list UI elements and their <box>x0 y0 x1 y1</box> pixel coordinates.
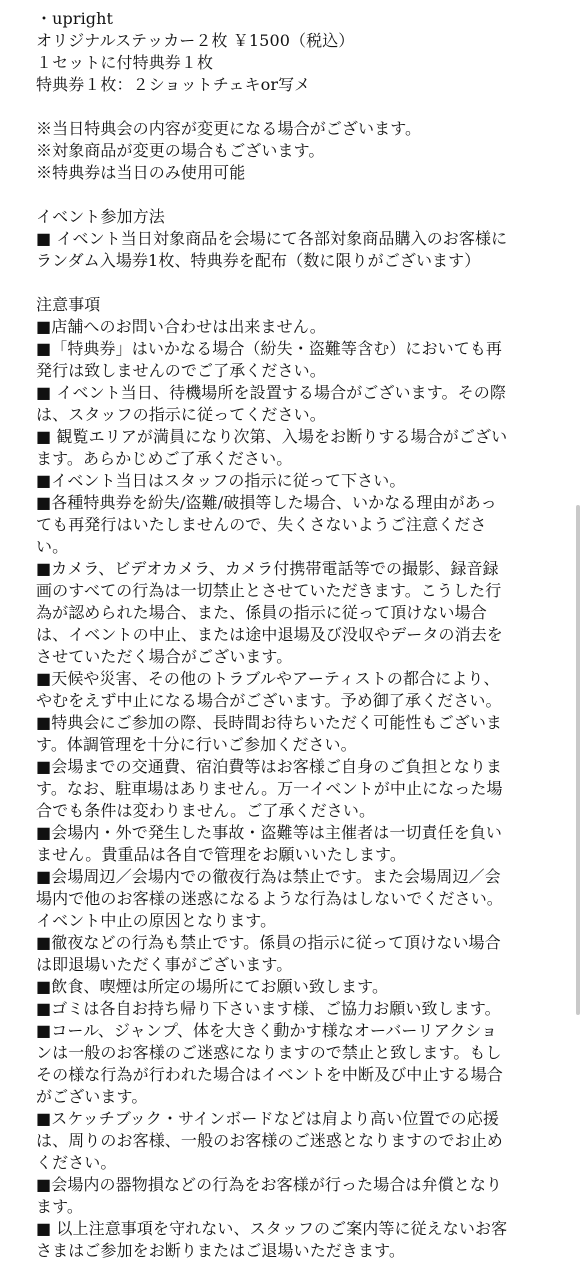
text-line: ■ゴミは各自お持ち帰り下さいます様、ご協力お願い致します。 <box>36 999 501 1018</box>
text-line: ■コール、ジャンプ、体を大きく動かす様なオーバーリアクショ <box>36 1021 498 1040</box>
text-line: ■会場までの交通費、宿泊費等はお客様ご自身のご負担となりま <box>36 757 503 776</box>
text-line: ■ イベント当日、待機場所を設置する場合がございます。その際 <box>36 383 506 402</box>
text-line: ※対象商品が変更の場合もございます。 <box>36 141 325 160</box>
text-line: ません。貴重品は各自で管理をお願いいたします。 <box>36 845 406 864</box>
notice-document <box>36 8 554 1262</box>
text-line: は即退場いただく事がございます。 <box>36 955 293 974</box>
text-line: ■飲食、喫煙は所定の場所にてお願い致します。 <box>36 977 389 996</box>
text-line: 為が認められた場合、また、係員の指示に従って頂けない場合 <box>36 603 487 622</box>
text-line: ■「特典券」はいかなる場合（紛失・盗難等含む）においても再 <box>36 339 503 358</box>
text-line: さまはご参加をお断りまたはご退場いただきます。 <box>36 1241 406 1260</box>
text-line: ■徹夜などの行為も禁止です。係員の指示に従って頂けない場合 <box>36 933 501 952</box>
text-line: す。なお、駐車場はありません。万一イベントが中止になった場 <box>36 779 503 798</box>
text-line: ■特典会にご参加の際、長時間お待ちいただく可能性もございま <box>36 713 503 732</box>
text-line: ■イベント当日はスタッフの指示に従って下さい。 <box>36 471 406 490</box>
text-line: ■会場周辺／会場内での徹夜行為は禁止です。また会場周辺／会 <box>36 867 501 886</box>
blank-line <box>36 272 554 294</box>
text-line: ■各種特典券を紛失/盗難/破損等した場合、いかなる理由があっ <box>36 493 497 512</box>
text-line: ■天候や災害、その他のトラブルやアーティストの都合により、 <box>36 669 500 688</box>
text-line: ます。あらかじめご了承ください。 <box>36 449 293 468</box>
text-line: ■会場内の器物損などの行為をお客様が行った場合は弁償となり <box>36 1175 503 1194</box>
text-line: 合でも条件は変わりません。ご了承ください。 <box>36 801 376 820</box>
text-line: 発行は致しませんのでご了承ください。 <box>36 361 326 380</box>
text-line: い。 <box>36 537 69 556</box>
text-line: ※特典券は当日のみ使用可能 <box>36 163 246 182</box>
text-line: 場内で他のお客様の迷惑になるような行為はしないでください。 <box>36 889 503 908</box>
text-line: 特典券１枚：２ショットチェキor写メ <box>36 75 311 94</box>
text-line: その様な行為が行われた場合はイベントを中断及び中止する場合 <box>36 1065 503 1084</box>
text-line: ■ 観覧エリアが満員になり次第、入場をお断りする場合がござい <box>36 427 508 446</box>
text-line: やむをえず中止になる場合がございます。予め御了承ください。 <box>36 691 502 710</box>
blank-line <box>36 96 554 118</box>
text-line: がございます。 <box>36 1087 148 1106</box>
text-line: ※当日特典会の内容が変更になる場合がございます。 <box>36 119 422 138</box>
text-line: オリジナルステッカー２枚 ￥1500（税込） <box>36 31 355 50</box>
text-line: は、周りのお客様、一般のお客様のご迷惑となりますのでお止め <box>36 1131 503 1150</box>
text-line: ます。 <box>36 1197 84 1216</box>
text-line: ■カメラ、ビデオカメラ、カメラ付携帯電話等での撮影、録音録 <box>36 559 499 578</box>
text-line: ・upright <box>36 9 114 28</box>
text-line: 画のすべての行為は一切禁止とさせていただきます。こうした行 <box>36 581 502 600</box>
text-line: １セットに付特典券１枚 <box>36 53 214 72</box>
text-line: ■スケッチブック・サインボードなどは肩より高い位置での応援 <box>36 1109 499 1128</box>
text-line: は、イベントの中止、または途中退場及び没収やデータの消去を <box>36 625 503 644</box>
text-line: イベント参加方法 <box>36 207 165 226</box>
blank-line <box>36 184 554 206</box>
text-line: ランダム入場券1枚、特典券を配布（数に限りがございます） <box>36 251 481 270</box>
text-line: ■会場内・外で発生した事故・盗難等は主催者は一切責任を負い <box>36 823 503 842</box>
text-line: ■ 以上注意事項を守れない、スタッフのご案内等に従えないお客 <box>36 1219 508 1238</box>
text-line: ください。 <box>36 1153 117 1172</box>
text-line: させていただく場合がございます。 <box>36 647 293 666</box>
scrollbar[interactable] <box>576 505 580 1015</box>
text-line: は、スタッフの指示に従ってください。 <box>36 405 326 424</box>
text-line: イベント中止の原因となります。 <box>36 911 277 930</box>
text-line: ■ イベント当日対象商品を会場にて各部対象商品購入のお客様に <box>36 229 508 248</box>
text-line: ■店舗へのお問い合わせは出来ません。 <box>36 317 326 336</box>
text-line: す。体調管理を十分に行いご参加ください。 <box>36 735 357 754</box>
text-line: 注意事項 <box>36 295 101 314</box>
text-line: ンは一般のお客様のご迷惑になりますので禁止と致します。もし <box>36 1043 502 1062</box>
text-line: ても再発行はいたしませんので、失くさないようご注意くださ <box>36 515 487 534</box>
